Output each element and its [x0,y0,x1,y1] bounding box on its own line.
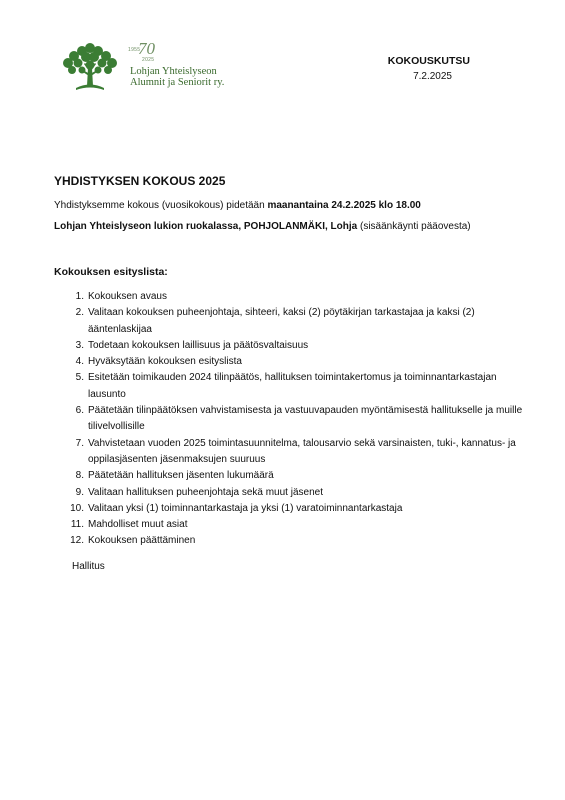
agenda-item [54,305,524,338]
agenda-item-number: 7. [75,437,84,449]
logo-year-end: 2025 [142,57,155,63]
logo-name-line2: Alumnit ja Seniorit ry. [130,77,225,88]
agenda-item-number: 4. [75,356,84,368]
agenda-item [54,501,524,517]
agenda-item-text: Valitaan kokouksen puheenjohtaja, sihteeri, kaksi (2) pöytäkirjan tarkastajaa ja kaksi (2) ääntenlaskijaa [88,307,475,335]
agenda-item-text: Esitetään toimikauden 2024 tilinpäätös, hallituksen toimintakertomus ja toiminnantarkastajan lausunto [88,372,497,400]
page-title: YHDISTYKSEN KOKOUS 2025 [54,174,226,188]
agenda-item-text: Päätetään hallituksen jäsenten lukumäärä [88,470,274,482]
agenda-item-text: Vahvistetaan vuoden 2025 toimintasuunnitelma, talousarvio sekä varsinaisten, tuki-, kannatus- ja oppilasjäsenten jäsenmaksujen suuruus [88,437,516,465]
agenda-item-number: 12. [70,535,84,547]
agenda-item-number: 9. [75,486,84,498]
agenda-item-text: Todetaan kokouksen laillisuus ja päätösvaltaisuus [88,339,309,351]
agenda-item-text: Kokouksen päättäminen [88,535,196,547]
meeting-entrance-note: (sisäänkäynti pääovesta) [357,221,471,232]
meeting-time-line [54,200,421,211]
agenda-item-number: 3. [75,339,84,351]
document-type: KOKOUSKUTSU [387,55,470,67]
meeting-intro-text: Yhdistyksemme kokous (vuosikokous) pidetään [54,200,268,211]
agenda-item-text: Kokouksen avaus [88,291,167,302]
logo-name-line1: Lohjan Yhteislyseon [130,66,217,77]
agenda-item [54,370,524,403]
agenda-item-number: 1. [75,291,84,302]
agenda-item [54,485,524,501]
signature: Hallitus [72,561,105,572]
tree-icon [58,40,122,96]
meeting-location: Lohjan Yhteislyseon lukion ruokalassa, POHJOLANMÄKI, Lohja [54,221,358,232]
meeting-datetime: maanantaina 24.2.2025 klo 18.00 [267,200,421,211]
organization-logo [58,39,225,96]
agenda-item [54,436,524,469]
agenda-item-number: 10. [70,502,84,514]
agenda-list [54,289,524,550]
logo-year-start: 1955 [128,47,141,53]
agenda-heading: Kokouksen esityslista: [54,266,168,278]
agenda-item-text: Mahdolliset muut asiat [88,519,188,531]
agenda-item-text: Hyväksytään kokouksen esityslista [88,356,242,368]
document-date: 7.2.2025 [413,71,452,82]
agenda-item [54,403,524,436]
meeting-location-line [54,221,471,232]
agenda-item-number: 6. [75,405,84,417]
agenda-item-text: Valitaan hallituksen puheenjohtaja sekä muut jäsenet [88,486,323,498]
agenda-item [54,468,524,484]
agenda-item-number: 8. [75,470,84,482]
agenda-item-text: Päätetään tilinpäätöksen vahvistamisesta ja vastuuvapauden myöntämisestä hallitukselle ja muille tilivelvollisille [88,405,523,433]
agenda-item [54,338,524,354]
logo-anniversary: 70 [138,39,155,58]
agenda-item-number: 2. [75,307,84,319]
agenda-item [54,289,524,305]
agenda-item [54,517,524,533]
agenda-item-number: 5. [75,372,84,384]
agenda-item [54,533,524,549]
agenda-item-text: Valitaan yksi (1) toiminnantarkastaja ja yksi (1) varatoiminnantarkastaja [88,502,403,514]
agenda-item [54,354,524,370]
agenda-item-number: 11. [70,519,84,531]
